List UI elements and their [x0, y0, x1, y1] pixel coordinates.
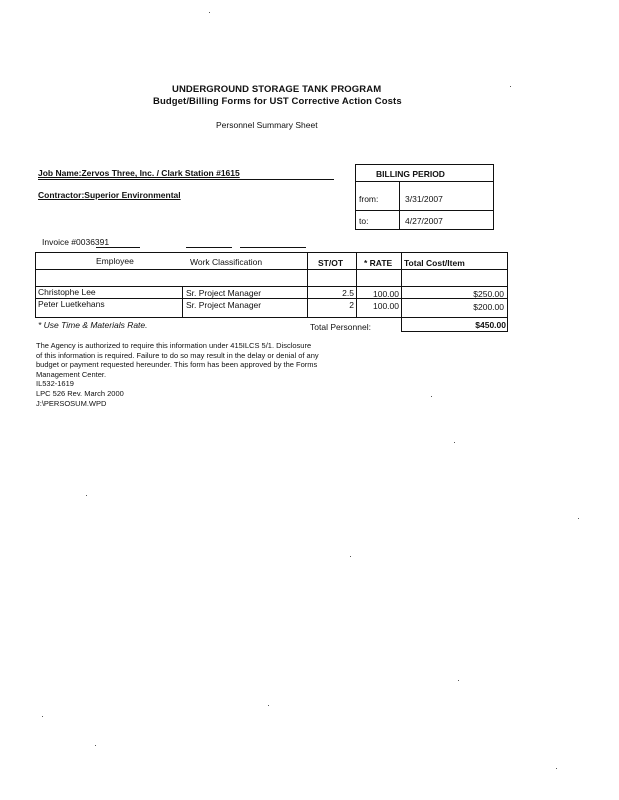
scan-speck — [86, 495, 87, 496]
scan-speck — [458, 680, 459, 681]
sheet-title: Personnel Summary Sheet — [216, 120, 318, 130]
header-stot: ST/OT — [318, 258, 344, 268]
scan-speck — [578, 518, 579, 519]
row2-stot: 2 — [349, 300, 354, 310]
table-header-divider — [36, 269, 507, 270]
billing-title-divider — [356, 181, 493, 182]
notice-line-1: The Agency is authorized to require this information under 415ILCS 5/1. Disclosure — [36, 341, 312, 350]
form-subtitle: Budget/Billing Forms for UST Corrective Action Costs — [153, 96, 402, 107]
header-total: Total Cost/Item — [404, 258, 465, 268]
scan-speck — [556, 768, 557, 769]
billing-col-divider — [399, 182, 400, 229]
program-title: UNDERGROUND STORAGE TANK PROGRAM — [172, 84, 382, 95]
invoice-rule-b — [240, 247, 306, 248]
row1-classification: Sr. Project Manager — [186, 288, 262, 298]
form-revision: LPC 526 Rev. March 2000 — [36, 388, 124, 398]
contractor-value: Superior Environmental — [84, 190, 181, 200]
job-name-label: Job Name: — [38, 168, 82, 178]
billing-period-title: BILLING PERIOD — [376, 169, 445, 179]
row1-stot: 2.5 — [342, 288, 354, 298]
table-col1-divider — [182, 286, 183, 317]
header-classification: Work Classification — [190, 257, 263, 267]
agency-notice — [36, 341, 319, 408]
row2-classification: Sr. Project Manager — [186, 300, 262, 310]
row2-employee: Peter Luetkehans — [38, 299, 105, 309]
notice-line-3: budget or payment requested hereunder. This form has been approved by the Forms — [36, 360, 318, 370]
file-path: J:\PERSOSUM.WPD — [36, 398, 107, 408]
scan-speck — [95, 745, 96, 746]
table-row1-top — [36, 286, 507, 287]
notice-line-2: of this information is required. Failure to do so may result in the delay or denial of any — [36, 350, 319, 360]
row1-employee: Christophe Lee — [38, 287, 96, 297]
billing-from-value: 3/31/2007 — [405, 194, 443, 204]
scan-speck — [510, 86, 511, 87]
billing-to-value: 4/27/2007 — [405, 216, 443, 226]
scan-speck — [209, 12, 210, 13]
billing-to-label: to: — [359, 216, 369, 226]
total-personnel-label: Total Personnel: — [310, 322, 371, 332]
job-name-underline — [38, 179, 334, 180]
form-number: IL532-1619 — [36, 379, 74, 389]
scan-speck — [431, 396, 432, 397]
row1-rate: 100.00 — [373, 289, 399, 299]
header-rate: * RATE — [364, 258, 393, 268]
scan-speck — [42, 716, 43, 717]
table-col2-divider — [307, 253, 308, 317]
row2-total: $200.00 — [473, 302, 504, 312]
row1-total: $250.00 — [473, 289, 504, 299]
scan-speck — [454, 442, 455, 443]
row2-rate: 100.00 — [373, 301, 399, 311]
contractor-row — [38, 190, 181, 200]
notice-line-4: Management Center. — [36, 369, 107, 379]
job-name-row — [38, 168, 240, 178]
invoice-underline — [96, 247, 140, 248]
job-name-value: Zervos Three, Inc. / Clark Station #1615 — [81, 168, 240, 178]
header-employee: Employee — [96, 256, 134, 266]
scan-speck — [350, 556, 351, 557]
invoice-number: Invoice #0036391 — [42, 237, 110, 247]
rate-footnote: * Use Time & Materials Rate. — [38, 320, 148, 330]
billing-from-divider — [356, 210, 493, 211]
billing-from-label: from: — [359, 194, 379, 204]
scan-speck — [268, 705, 269, 706]
contractor-label: Contractor: — [38, 190, 85, 200]
table-col3-divider — [356, 253, 357, 317]
invoice-rule-a — [186, 247, 232, 248]
table-col4-divider — [401, 253, 402, 317]
total-personnel-value: $450.00 — [475, 320, 506, 330]
